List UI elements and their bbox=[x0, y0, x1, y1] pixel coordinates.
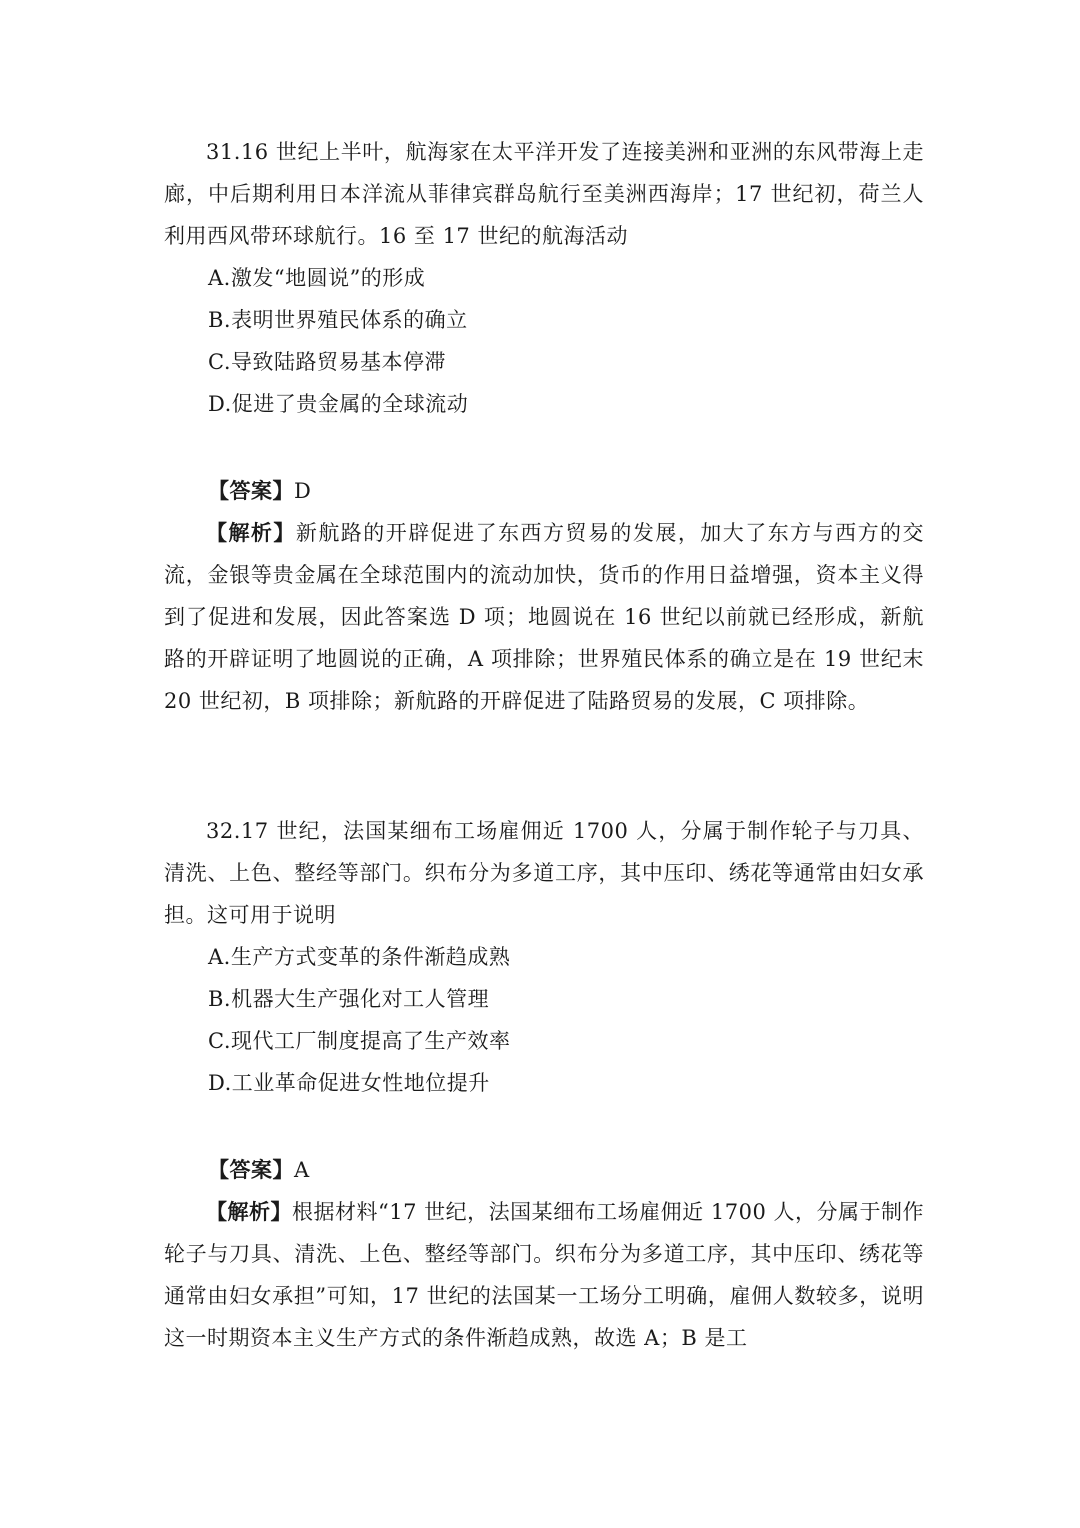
question-31 bbox=[164, 131, 924, 425]
analysis-32 bbox=[164, 1191, 924, 1359]
answer-31-line bbox=[164, 470, 924, 512]
question-32-option-c: C.现代工厂制度提高了生产效率 bbox=[208, 1029, 511, 1053]
answer-31-value: D bbox=[294, 479, 312, 503]
answer-32-line bbox=[164, 1149, 924, 1191]
question-32-option-a: A.生产方式变革的条件渐趋成熟 bbox=[208, 945, 511, 969]
question-31-option-b: B.表明世界殖民体系的确立 bbox=[208, 308, 468, 332]
question-31-option-a: A.激发“地圆说”的形成 bbox=[208, 266, 426, 290]
question-31-option-c: C.导致陆路贸易基本停滞 bbox=[208, 350, 446, 374]
answer-31-label: 【答案】 bbox=[208, 478, 294, 503]
question-31-stem: 31.16 世纪上半叶，航海家在太平洋开发了连接美洲和亚洲的东风带海上走廊，中后期利用日本洋流从菲律宾群岛航行至美洲西海岸；17 世纪初，荷兰人利用西风带环球航行。16 至 17 世纪的航海活动 bbox=[164, 140, 924, 248]
answer-32-label: 【答案】 bbox=[208, 1157, 294, 1182]
question-32-option-d: D.工业革命促进女性地位提升 bbox=[208, 1071, 490, 1095]
analysis-32-label: 【解析】 bbox=[206, 1199, 293, 1224]
analysis-31-label: 【解析】 bbox=[206, 520, 296, 545]
question-32-stem: 32.17 世纪，法国某细布工场雇佣近 1700 人，分属于制作轮子与刀具、清洗、上色、整经等部门。织布分为多道工序，其中压印、绣花等通常由妇女承担。这可用于说明 bbox=[164, 819, 924, 927]
answer-31 bbox=[164, 470, 924, 722]
question-32 bbox=[164, 810, 924, 1104]
analysis-32-text: 根据材料“17 世纪，法国某细布工场雇佣近 1700 人，分属于制作轮子与刀具、清洗、上色、整经等部门。织布分为多道工序，其中压印、绣花等通常由妇女承担”可知，17 世纪的法国某一工场分工明确，雇佣人数较多，说明这一时期资本主义生产方式的条件渐趋成熟，故选 A；B 是工 bbox=[164, 1200, 924, 1350]
question-31-option-d: D.促进了贵金属的全球流动 bbox=[208, 392, 469, 416]
question-32-option-b: B.机器大生产强化对工人管理 bbox=[208, 987, 490, 1011]
answer-32-value: A bbox=[294, 1158, 310, 1182]
answer-32 bbox=[164, 1149, 924, 1359]
analysis-31-text: 新航路的开辟促进了东西方贸易的发展，加大了东方与西方的交流，金银等贵金属在全球范围内的流动加快，货币的作用日益增强，资本主义得到了促进和发展，因此答案选 D 项；地圆说在 16 世纪以前就已经形成，新航路的开辟证明了地圆说的正确，A 项排除；世界殖民体系的确立是在 19 世纪末 20 世纪初，B 项排除；新航路的开辟促进了陆路贸易的发展，C 项排除。 bbox=[164, 521, 925, 713]
analysis-31 bbox=[164, 512, 924, 722]
